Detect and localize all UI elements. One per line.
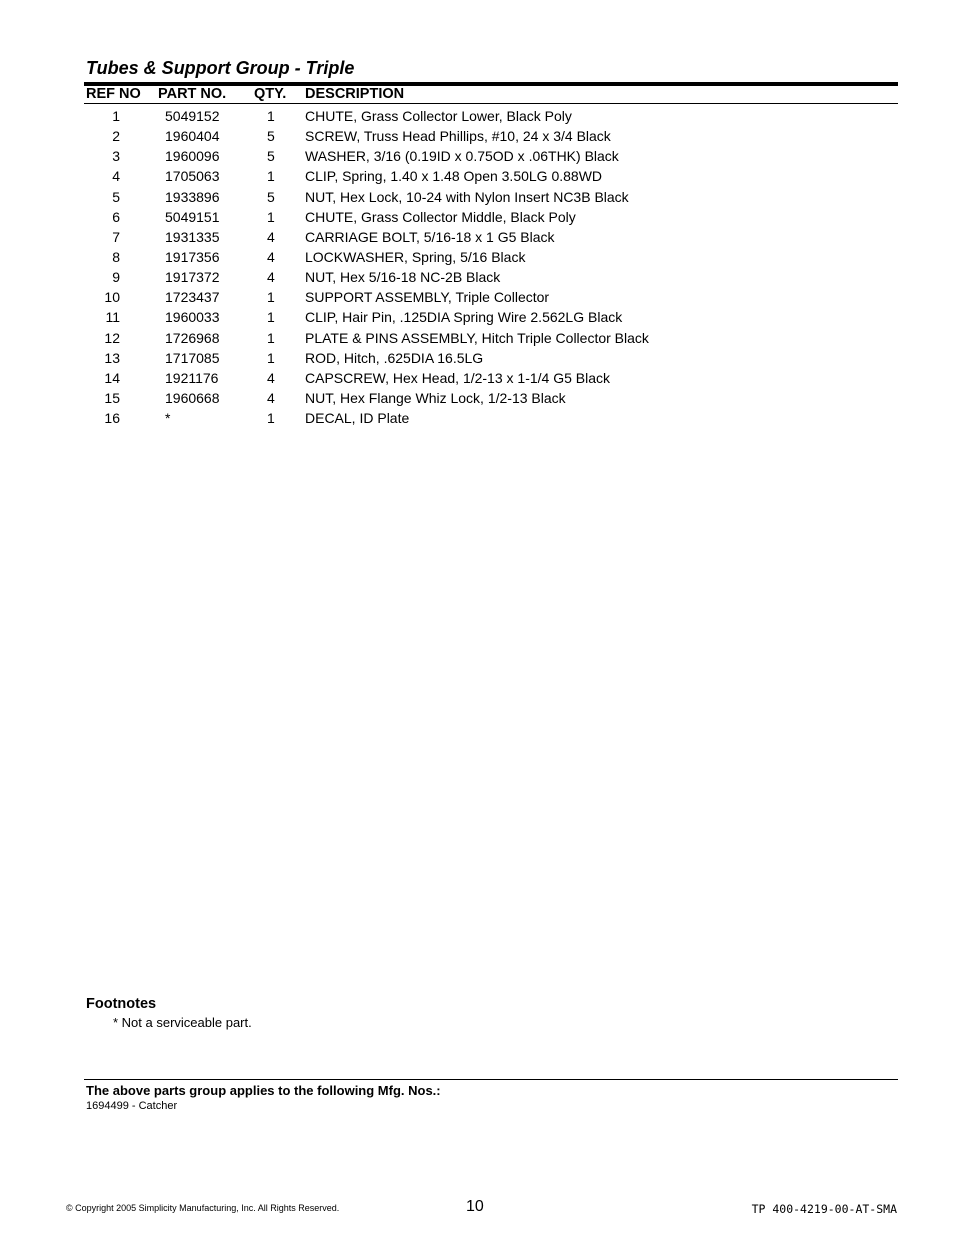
part-no-cell: 1917372 (165, 269, 220, 286)
qty-cell: 4 (267, 248, 275, 265)
ref-no-cell: 7 (112, 228, 120, 245)
ref-no-cell: 4 (112, 168, 120, 185)
table-row (0, 267, 954, 287)
ref-no-cell: 15 (104, 389, 120, 406)
ref-no-cell: 16 (104, 410, 120, 427)
qty-cell: 4 (267, 389, 275, 406)
part-no-cell: * (165, 410, 171, 427)
table-row (0, 126, 954, 146)
mfg-item: 1694499 - Catcher (86, 1100, 178, 1112)
page-number: 10 (466, 1198, 484, 1215)
qty-cell: 1 (267, 289, 275, 306)
table-row (0, 207, 954, 227)
part-no-cell: 1960668 (165, 389, 220, 406)
description-cell: NUT, Hex 5/16-18 NC-2B Black (305, 269, 501, 286)
footnotes-title: Footnotes (86, 996, 157, 1012)
description-cell: CLIP, Spring, 1.40 x 1.48 Open 3.50LG 0.88WD (305, 168, 603, 185)
part-no-cell: 5049151 (165, 208, 220, 225)
table-row (0, 247, 954, 267)
table-row (0, 106, 954, 126)
ref-no-cell: 6 (112, 208, 120, 225)
header-qty: QTY. (254, 86, 287, 102)
header-description: DESCRIPTION (305, 86, 405, 102)
description-cell: ROD, Hitch, .625DIA 16.5LG (305, 349, 484, 366)
mfg-title: The above parts group applies to the following Mfg. Nos.: (86, 1083, 441, 1098)
ref-no-cell: 11 (105, 309, 120, 326)
qty-cell: 5 (267, 128, 275, 145)
table-row (0, 408, 954, 428)
copyright: © Copyright 2005 Simplicity Manufacturing, Inc. All Rights Reserved. (66, 1203, 340, 1213)
table-row (0, 328, 954, 348)
table-row (0, 187, 954, 207)
part-no-cell: 1960033 (165, 309, 220, 326)
description-cell: SCREW, Truss Head Phillips, #10, 24 x 3/4 Black (305, 128, 611, 145)
part-no-cell: 1726968 (165, 329, 220, 346)
qty-cell: 1 (267, 329, 275, 346)
ref-no-cell: 1 (112, 108, 120, 124)
table-row (0, 166, 954, 186)
qty-cell: 4 (267, 369, 275, 386)
part-no-cell: 5049152 (165, 108, 220, 124)
description-cell: DECAL, ID Plate (305, 410, 410, 427)
ref-no-cell: 9 (112, 269, 120, 286)
footnote-text: * Not a serviceable part. (113, 1015, 252, 1030)
description-cell: CARRIAGE BOLT, 5/16-18 x 1 G5 Black (305, 228, 555, 245)
description-cell: WASHER, 3/16 (0.19ID x 0.75OD x .06THK) Black (305, 148, 619, 165)
qty-cell: 1 (267, 108, 275, 124)
part-no-cell: 1917356 (165, 248, 220, 265)
table-row (0, 146, 954, 166)
qty-cell: 1 (267, 349, 275, 366)
header-ref-no: REF NO (86, 86, 141, 102)
description-cell: LOCKWASHER, Spring, 5/16 Black (305, 248, 526, 265)
part-no-cell: 1931335 (165, 228, 220, 245)
ref-no-cell: 2 (112, 128, 120, 145)
table-row (0, 388, 954, 408)
description-cell: CHUTE, Grass Collector Middle, Black Poly (305, 208, 576, 225)
qty-cell: 1 (267, 309, 275, 326)
description-cell: CAPSCREW, Hex Head, 1/2-13 x 1-1/4 G5 Black (305, 369, 611, 386)
ref-no-cell: 3 (112, 148, 120, 165)
table-row (0, 307, 954, 327)
qty-cell: 4 (267, 269, 275, 286)
ref-no-cell: 14 (104, 369, 120, 386)
header-divider (84, 103, 898, 104)
header-part-no: PART NO. (158, 86, 227, 102)
part-no-cell: 1717085 (165, 349, 220, 366)
mfg-divider (84, 1079, 898, 1080)
table-row (0, 287, 954, 307)
qty-cell: 4 (267, 228, 275, 245)
description-cell: SUPPORT ASSEMBLY, Triple Collector (305, 289, 550, 306)
ref-no-cell: 10 (104, 289, 120, 306)
ref-no-cell: 8 (112, 248, 120, 265)
qty-cell: 5 (267, 188, 275, 205)
part-no-cell: 1960096 (165, 148, 220, 165)
document-reference: TP 400-4219-00-AT-SMA (751, 1202, 897, 1216)
qty-cell: 5 (267, 148, 275, 165)
description-cell: NUT, Hex Flange Whiz Lock, 1/2-13 Black (305, 389, 566, 406)
description-cell: NUT, Hex Lock, 10-24 with Nylon Insert NC3B Black (305, 188, 629, 205)
description-cell: PLATE & PINS ASSEMBLY, Hitch Triple Collector Black (305, 329, 649, 346)
part-no-cell: 1960404 (165, 128, 220, 145)
page-title: Tubes & Support Group - Triple (86, 58, 355, 78)
part-no-cell: 1705063 (165, 168, 220, 185)
qty-cell: 1 (267, 168, 275, 185)
description-cell: CHUTE, Grass Collector Lower, Black Poly (305, 108, 572, 124)
ref-no-cell: 12 (104, 329, 120, 346)
table-row (0, 368, 954, 388)
part-no-cell: 1921176 (165, 369, 219, 386)
table-row (0, 348, 954, 368)
qty-cell: 1 (267, 208, 275, 225)
parts-table (0, 106, 954, 428)
table-row (0, 227, 954, 247)
description-cell: CLIP, Hair Pin, .125DIA Spring Wire 2.562LG Black (305, 309, 623, 326)
part-no-cell: 1723437 (165, 289, 220, 306)
ref-no-cell: 13 (104, 349, 120, 366)
ref-no-cell: 5 (112, 188, 120, 205)
part-no-cell: 1933896 (165, 188, 220, 205)
qty-cell: 1 (267, 410, 275, 427)
